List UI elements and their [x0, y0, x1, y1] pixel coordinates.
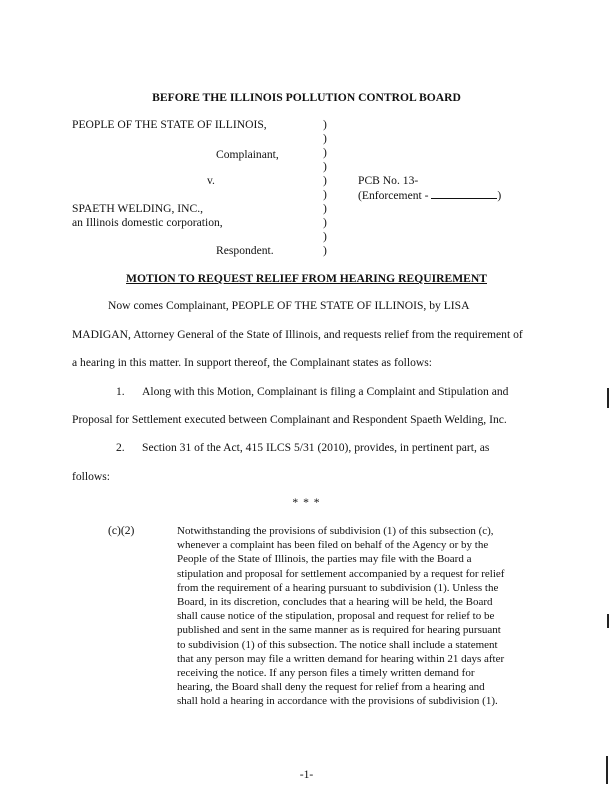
caption-paren: )	[323, 188, 327, 201]
quote-line: People of the State of Illinois, the parties may file with the Board a	[177, 553, 472, 566]
board-title: BEFORE THE ILLINOIS POLLUTION CONTROL BOARD	[152, 91, 461, 104]
enforcement-prefix: (Enforcement -	[358, 189, 429, 202]
motion-title: MOTION TO REQUEST RELIEF FROM HEARING REQUIREMENT	[126, 272, 487, 285]
intro-line-2: MADIGAN, Attorney General of the State of Illinois, and requests relief from the requirement of	[72, 328, 523, 341]
intro-line-1: Now comes Complainant, PEOPLE OF THE STATE OF ILLINOIS, by LISA	[108, 299, 470, 312]
enforcement-line	[358, 188, 501, 203]
quote-line: from the requirement of a hearing pursuant to subdivision (1). Unless the	[177, 581, 499, 594]
defendant-description: an Illinois domestic corporation,	[72, 216, 223, 229]
paragraph-1-number: 1.	[116, 385, 125, 398]
defendant-name: SPAETH WELDING, INC.,	[72, 202, 204, 215]
paragraph-1-line-1: Along with this Motion, Complainant is filing a Complaint and Stipulation and	[142, 385, 509, 398]
intro-line-3: a hearing in this matter. In support thereof, the Complainant states as follows:	[72, 356, 432, 369]
caption-paren: )	[323, 202, 327, 215]
enforcement-suffix: )	[497, 189, 502, 202]
plaintiff-name: PEOPLE OF THE STATE OF ILLINOIS,	[72, 118, 267, 131]
caption-paren: )	[323, 174, 327, 187]
versus-label: v.	[207, 174, 215, 187]
caption-paren: )	[323, 132, 327, 145]
quote-subsection-label: (c)(2)	[108, 524, 135, 537]
scan-edge-mark	[607, 388, 609, 408]
scan-edge-mark	[607, 614, 609, 628]
caption-paren: )	[323, 146, 327, 159]
quote-line: whenever a complaint has been filed on behalf of the Agency or by the	[177, 539, 489, 552]
paragraph-2-line-2: follows:	[72, 470, 111, 483]
caption-paren: )	[323, 230, 327, 243]
caption-paren: )	[323, 118, 327, 131]
statute-quote	[177, 524, 557, 709]
case-number: PCB No. 13-	[358, 174, 419, 187]
quote-line: receiving the notice. If any person files a timely written demand for	[177, 667, 475, 680]
quote-line: Board, in its discretion, concludes that a hearing will be held, the Board	[177, 596, 493, 609]
page-number: -1-	[299, 768, 314, 781]
quote-line: Notwithstanding the provisions of subdivision (1) of this subsection (c),	[177, 525, 494, 537]
paragraph-2-line-1: Section 31 of the Act, 415 ILCS 5/31 (2010), provides, in pertinent part, as	[142, 441, 490, 454]
quote-line: shall hold a hearing in accordance with the provisions of subdivision (1).	[177, 695, 498, 708]
enforcement-blank	[431, 188, 497, 199]
respondent-label: Respondent.	[216, 244, 274, 257]
complainant-label: Complainant,	[216, 148, 279, 161]
caption-paren: )	[323, 244, 327, 257]
caption-paren: )	[323, 160, 327, 173]
quote-line: published and sent in the same manner as is required for hearing pursuant	[177, 624, 501, 637]
quote-line: shall cause notice of the stipulation, proposal and request for relief to be	[177, 610, 495, 623]
quote-line: hearing, the Board shall deny the request for relief from a hearing and	[177, 681, 485, 694]
scan-edge-mark	[606, 756, 608, 784]
caption-paren: )	[323, 216, 327, 229]
paragraph-2-number: 2.	[116, 441, 125, 454]
quote-line: to subdivision (1) of this subsection. The notice shall include a statement	[177, 638, 498, 651]
quote-line: stipulation and proposal for settlement accompanied by a request for relief	[177, 567, 505, 580]
paragraph-1-line-2: Proposal for Settlement executed between Complainant and Respondent Spaeth Welding, Inc.	[72, 413, 507, 426]
quote-line: that any person may file a written demand for hearing within 21 days after	[177, 652, 505, 665]
section-break-asterisks: * * *	[292, 496, 321, 509]
